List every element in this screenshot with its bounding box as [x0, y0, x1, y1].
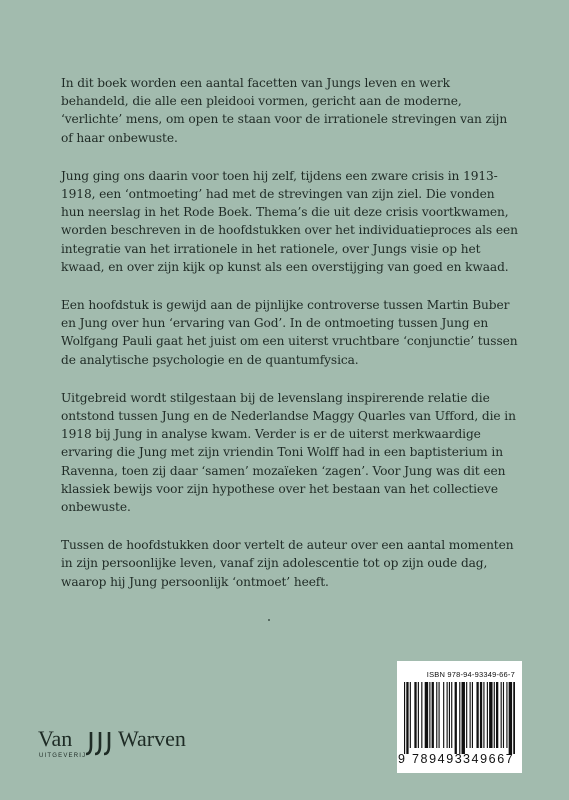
barcode-bar [501, 682, 502, 748]
isbn-digit-first: 9 [398, 752, 405, 766]
barcode-bar [513, 682, 515, 754]
barcode-bar [436, 682, 437, 748]
barcode-bar [509, 682, 512, 754]
back-cover-blurb [61, 74, 521, 611]
barcode-bar [443, 682, 444, 748]
blurb-paragraph-3: Een hoofdstuk is gewijd aan de pijnlijke controverse tussen Martin Buber en Jung over hun ‘ervaring van God’. In de ontmoeting tussen Jung en Wolfgang Pauli gaat het juist om een uiterst vruchtbare ‘conjunctie’ tussen de analytische psychologie en de quantumfysica. [61, 298, 518, 367]
barcode-bar [414, 682, 416, 748]
barcode-bar [455, 682, 457, 754]
barcode-bar [447, 682, 448, 748]
barcode-bar [429, 682, 430, 748]
barcode-bar [470, 682, 471, 748]
blurb-paragraph-4: Uitgebreid wordt stilgestaan bij de levenslang inspirerende relatie die ontstond tussen Jung en de Nederlandse Maggy Quarles van Ufford, die in 1918 bij Jung in analyse kwam. Verder is er de uiterst merkwaardige ervaring die Jung met zijn vriendin Toni Wolff had in een baptisterium in Ravenna, toen zij daar ‘samen’ mozaïeken ‘zagen’. Voor Jung was dit een klassiek bewijs voor zijn hypothese over het bestaan van het collectieve onbewuste. [61, 390, 516, 515]
publisher-logo [38, 726, 218, 766]
blurb-paragraph-1: In dit boek worden een aantal facetten van Jungs leven en werk behandeld, die alle een pleidooi vormen, gericht aan de moderne, ‘verlichte’ mens, om open te staan voor de irrationele strevingen van zijn of haar onbewuste. [61, 76, 508, 145]
barcode-bar [439, 682, 440, 748]
barcode-bar [404, 682, 405, 754]
blurb-paragraph-5: Tussen de hoofdstukken door vertelt de auteur over een aantal momenten in zijn persoonlijke leven, vanaf zijn adolescentie tot op zijn oude dag, waarop hij Jung persoonlijk ‘ontmoet’ heeft. [61, 538, 514, 589]
publisher-name-van: Van [38, 726, 73, 751]
barcode-bar [406, 682, 408, 754]
publisher-tagline: UITGEVERIJ [39, 753, 87, 759]
barcode-bar [489, 682, 492, 748]
barcode-bar [506, 682, 507, 748]
isbn-digits-group-2: 349667 [463, 752, 515, 766]
barcode-bar [487, 682, 488, 748]
barcode-bars [404, 682, 515, 754]
vw-monogram-icon [85, 728, 115, 758]
barcode-bar [466, 682, 467, 748]
barcode-bar [451, 682, 452, 748]
isbn-barcode [397, 661, 522, 773]
barcode-bar [421, 682, 422, 748]
barcode-bar [483, 682, 484, 748]
center-dot [268, 619, 270, 621]
blurb-paragraph-2: Jung ging ons daarin voor toen hij zelf, tijdens een zware crisis in 1913-1918, een ‘ontmoeting’ had met de strevingen van zijn ziel. Die vonden hun neerslag in het Rode Boek. Thema’s die uit deze crisis voortkwamen, worden beschreven in de hoofdstukken over het individuatieproces als een integratie van het irrationele in het rationele, over Jungs visie op het kwaad, en over zijn kijk op kunst als een overstijging van goed en kwaad. [61, 168, 518, 274]
barcode-bar [472, 682, 473, 748]
isbn-digits-group-1: 789493 [412, 752, 464, 766]
isbn-label: ISBN 978-94-93349-66-7 [426, 670, 515, 679]
barcode-bar [480, 682, 482, 748]
barcode-bar [418, 682, 419, 748]
barcode-bar [462, 682, 465, 754]
barcode-bar [476, 682, 478, 748]
publisher-name-warven: Warven [118, 726, 186, 751]
barcode-bar [459, 682, 460, 754]
barcode-bar [425, 682, 428, 748]
barcode-bar [449, 682, 450, 748]
barcode-bar [503, 682, 504, 748]
barcode-bar [494, 682, 495, 748]
barcode-bar [496, 682, 498, 748]
barcode-bar [410, 682, 411, 748]
barcode-bar [432, 682, 434, 748]
